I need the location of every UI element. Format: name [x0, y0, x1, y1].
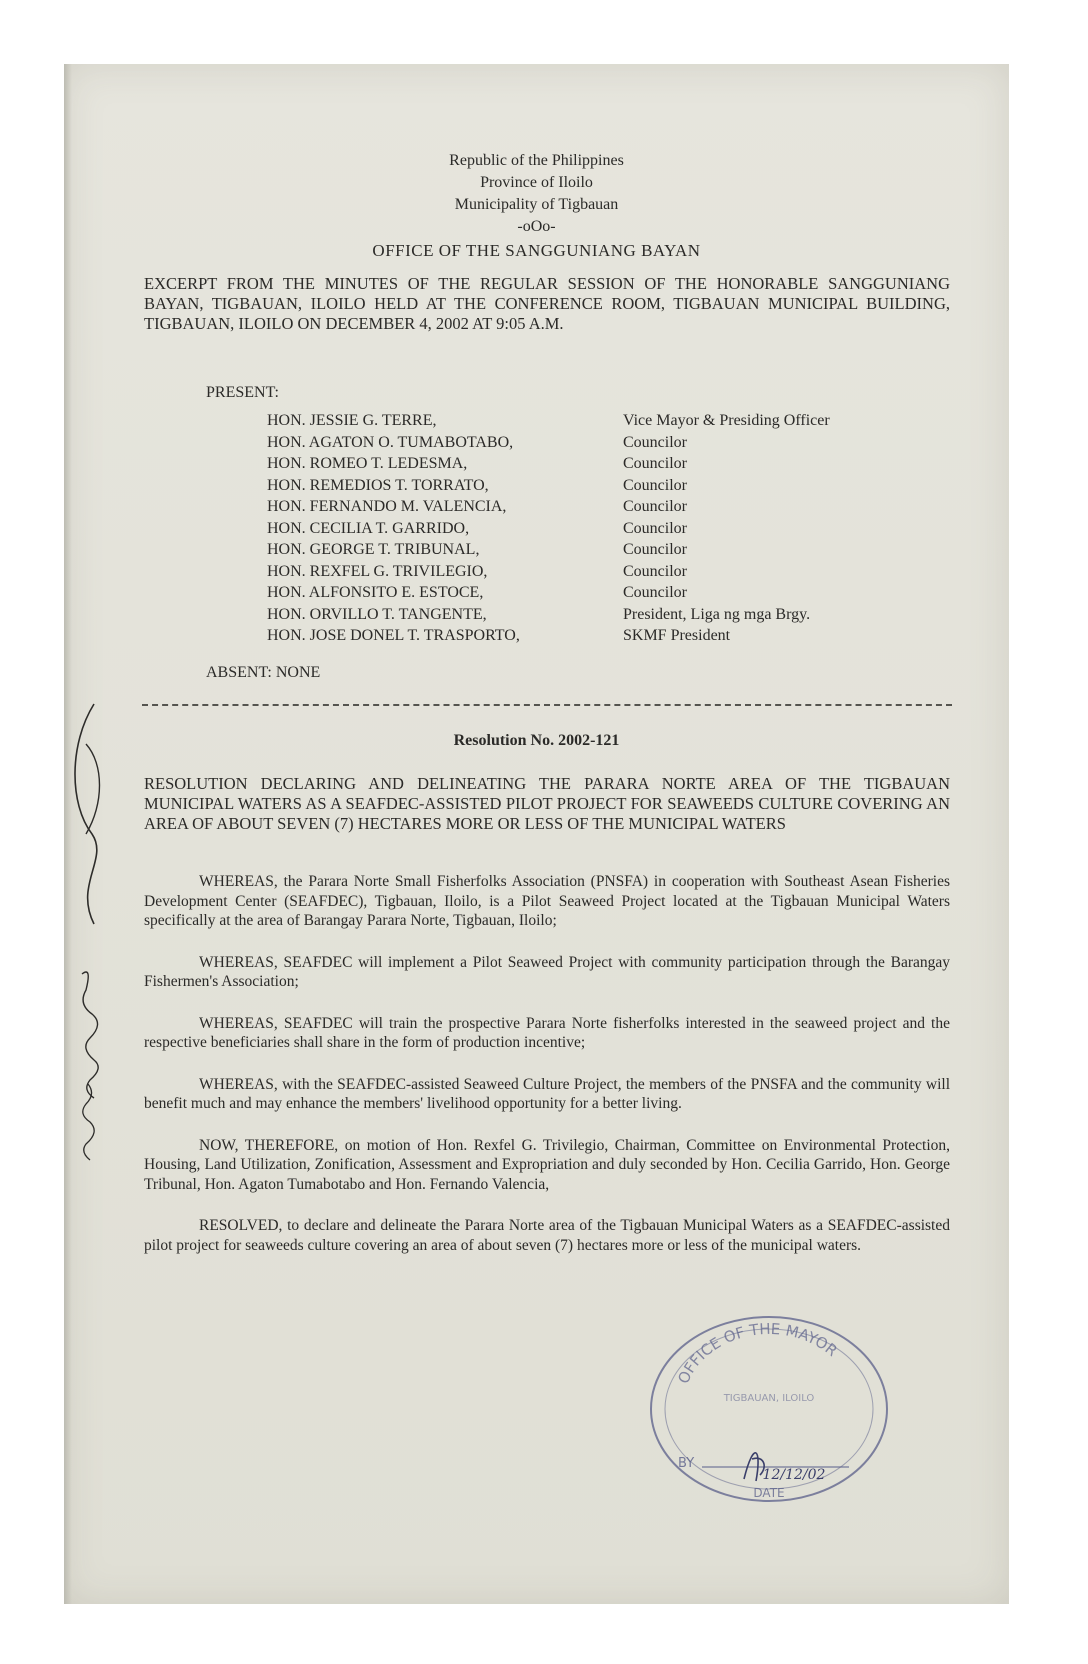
member-name: HON. ROMEO T. LEDESMA,	[267, 455, 468, 472]
header-office: OFFICE OF THE SANGGUNIANG BAYAN	[372, 241, 701, 260]
header-country: Republic of the Philippines	[449, 152, 624, 169]
member-name: HON. REXFEL G. TRIVILEGIO,	[267, 562, 488, 580]
receiving-stamp	[644, 1309, 894, 1509]
document-page	[64, 64, 1009, 1604]
roster-row	[267, 410, 883, 432]
member-name: HON. ORVILLO T. TANGENTE,	[267, 605, 487, 623]
member-position: Councilor	[623, 541, 687, 558]
svg-text:DATE: DATE	[753, 1486, 785, 1500]
roster-row	[267, 582, 883, 604]
roster-row	[267, 561, 883, 583]
roster-row	[267, 604, 883, 626]
whereas-paragraph: WHEREAS, with the SEAFDEC-assisted Seaweed Culture Project, the members of the PNSFA and the community will benefit much and may enhance the members' livelihood opportunity for a better living.	[144, 1075, 950, 1112]
roster-row	[267, 432, 883, 454]
member-name: HON. JOSE DONEL T. TRASPORTO,	[267, 627, 520, 644]
section-divider	[142, 704, 952, 706]
resolution-title: RESOLUTION DECLARING AND DELINEATING THE PARARA NORTE AREA OF THE TIGBAUAN MUNICIPAL WATERS AS A SEAFDEC-ASSISTED PILOT PROJECT FOR SEAWEEDS CULTURE COVERING AN AREA OF ABOUT SEVEN (7) HECTARES MORE OR LESS OF THE MUNICIPAL WATERS	[144, 774, 950, 833]
motion-paragraph: NOW, THEREFORE, on motion of Hon. Rexfel G. Trivilegio, Chairman, Committee on Environmental Protection, Housing, Land Utilization, Zonification, Assessment and Expropriation and duly seconded by Hon. Cecilia Garrido, Hon. George Tribunal, Hon. Agaton Tumabotabo and Hon. Fernando Valencia,	[144, 1136, 950, 1193]
member-position: Councilor	[623, 455, 687, 472]
roster-row	[267, 453, 883, 475]
margin-handwriting-signature	[64, 684, 114, 1204]
member-position: Vice Mayor & Presiding Officer	[623, 412, 830, 429]
svg-text:BY: BY	[678, 1456, 695, 1471]
member-name: HON. JESSIE G. TERRE,	[267, 412, 437, 429]
header-municipality: Municipality of Tigbauan	[454, 196, 619, 213]
member-name: HON. AGATON O. TUMABOTABO,	[267, 433, 514, 451]
letterhead	[64, 150, 1009, 262]
member-name: HON. REMEDIOS T. TORRATO,	[267, 476, 489, 494]
resolution-number: Resolution No. 2002-121	[453, 732, 620, 749]
roster-row	[267, 518, 883, 540]
svg-text:12/12/02: 12/12/02	[762, 1467, 826, 1483]
resolution-body	[144, 872, 950, 1277]
absent-line: ABSENT: NONE	[206, 664, 321, 681]
present-label: PRESENT:	[206, 384, 279, 401]
attendance-roster	[267, 410, 883, 647]
roster-row	[267, 496, 883, 518]
member-name: HON. FERNANDO M. VALENCIA,	[267, 498, 507, 515]
roster-row	[267, 625, 883, 647]
member-position: Councilor	[623, 476, 687, 494]
member-position: Councilor	[623, 562, 687, 580]
member-position: SKMF President	[623, 627, 731, 644]
header-separator: -oOo-	[517, 218, 556, 235]
whereas-paragraph: WHEREAS, SEAFDEC will implement a Pilot Seaweed Project with community participation through the Barangay Fishermen's Association;	[144, 953, 950, 990]
member-position: Councilor	[623, 498, 687, 515]
header-province: Province of Iloilo	[480, 174, 593, 191]
svg-text:OFFICE OF THE MAYOR: OFFICE OF THE MAYOR	[674, 1319, 841, 1387]
member-name: HON. GEORGE T. TRIBUNAL,	[267, 541, 480, 558]
member-name: HON. CECILIA T. GARRIDO,	[267, 519, 470, 537]
resolved-paragraph: RESOLVED, to declare and delineate the Parara Norte area of the Tigbauan Municipal Waters as a SEAFDEC-assisted pilot project for seaweeds culture covering an area of about seven (7) hectares more or less of the municipal waters.	[144, 1217, 950, 1254]
whereas-paragraph: WHEREAS, SEAFDEC will train the prospective Parara Norte fisherfolks interested in the seaweed project and the respective beneficiaries shall share in the form of production incentive;	[144, 1014, 950, 1051]
whereas-paragraph: WHEREAS, the Parara Norte Small Fisherfolks Association (PNSFA) in cooperation with Southeast Asean Fisheries Development Center (SEAFDEC), Tigbauan, Iloilo, is a Pilot Seaweed Project located at the Tigbauan Municipal Waters specifically at the area of Barangay Parara Norte, Tigbauan, Iloilo;	[144, 873, 950, 929]
roster-row	[267, 475, 883, 497]
member-position: Councilor	[623, 433, 687, 451]
member-position: President, Liga ng mga Brgy.	[623, 605, 811, 623]
roster-row	[267, 539, 883, 561]
member-name: HON. ALFONSITO E. ESTOCE,	[267, 584, 484, 601]
member-position: Councilor	[623, 519, 687, 537]
member-position: Councilor	[623, 584, 687, 601]
svg-text:TIGBAUAN, ILOILO: TIGBAUAN, ILOILO	[723, 1393, 815, 1404]
excerpt-paragraph: EXCERPT FROM THE MINUTES OF THE REGULAR SESSION OF THE HONORABLE SANGGUNIANG BAYAN, TIGBAUAN, ILOILO HELD AT THE CONFERENCE ROOM, TIGBAUAN MUNICIPAL BUILDING, TIGBAUAN, ILOILO ON DECEMBER 4, 2002 AT 9:05 A.M.	[144, 274, 950, 333]
